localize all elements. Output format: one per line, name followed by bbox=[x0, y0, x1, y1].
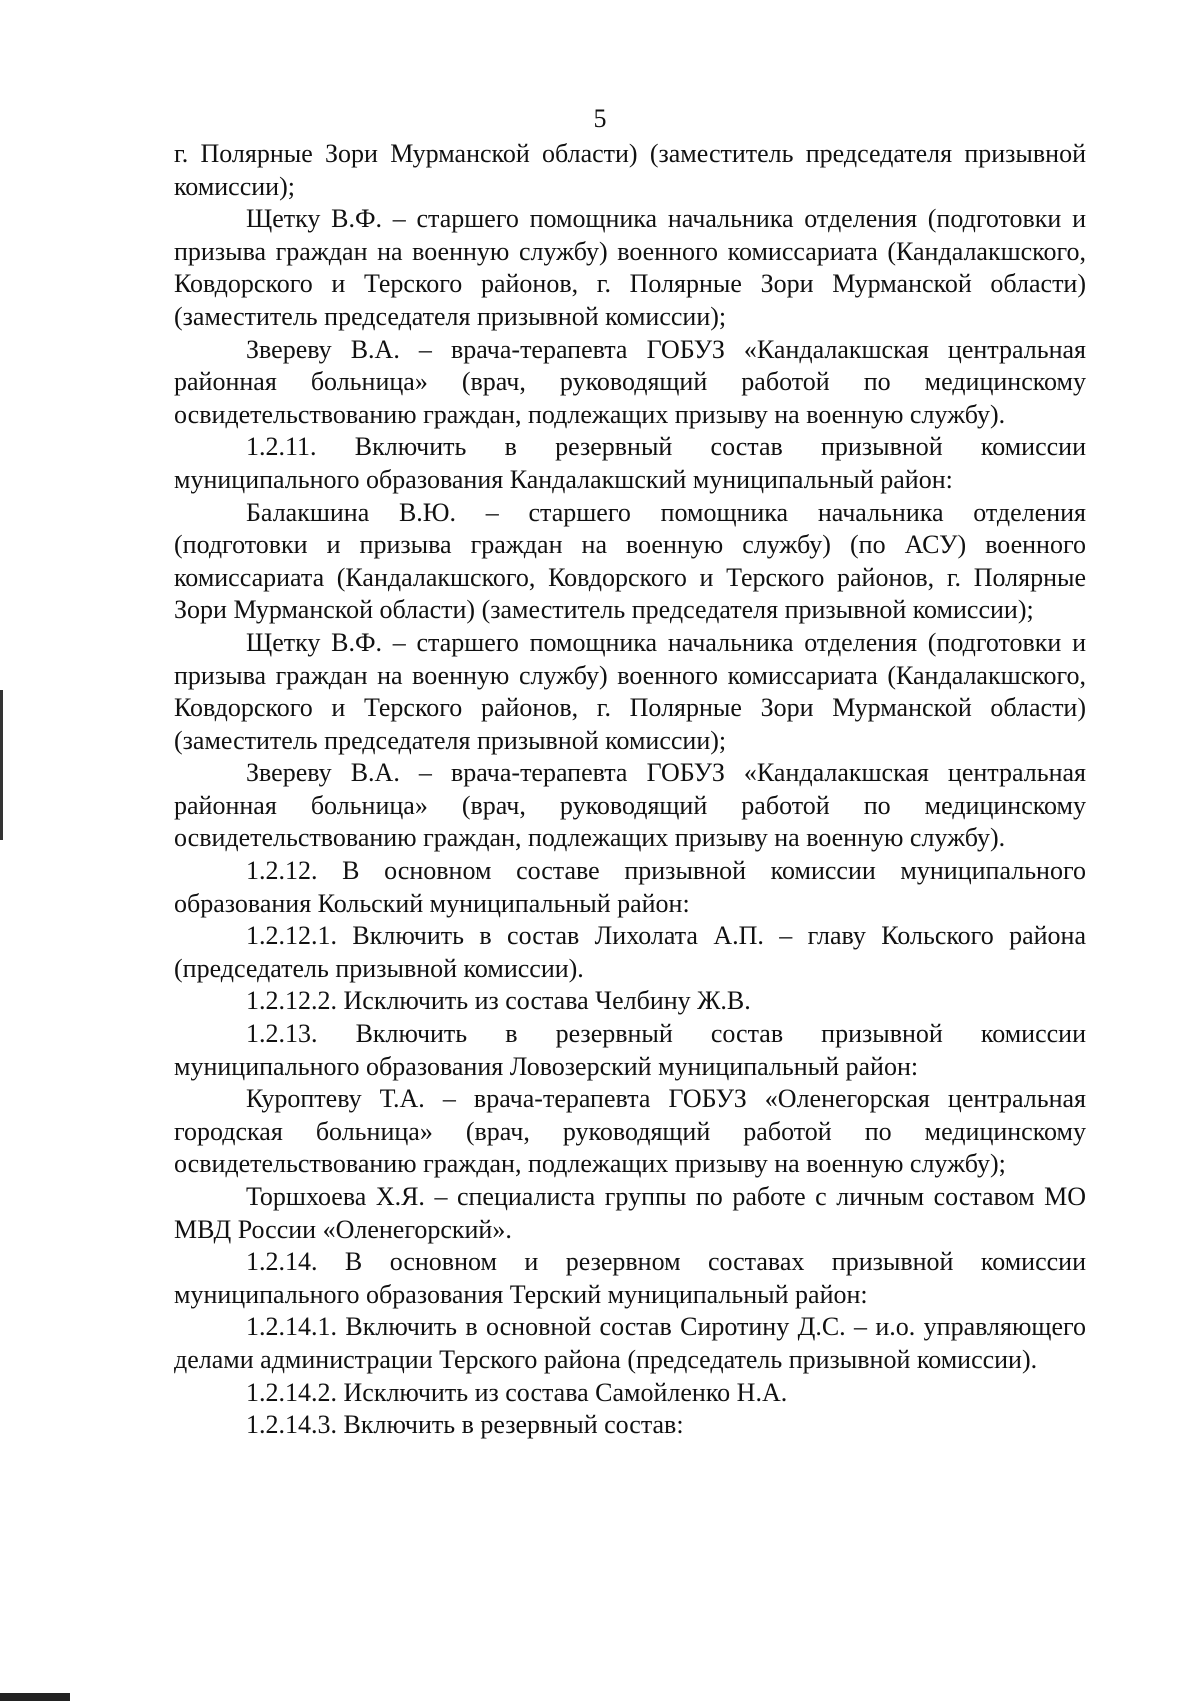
paragraph: 1.2.11. Включить в резервный состав призывной комиссии муниципального образования Кандалакшский муниципальный район: bbox=[174, 432, 1086, 494]
paragraph: 1.2.14.1. Включить в основной состав Сиротину Д.С. – и.о. управляющего делами администрации Терского района (председатель призывной комиссии). bbox=[174, 1312, 1086, 1374]
paragraph: Звереву В.А. – врача-терапевта ГОБУЗ «Кандалакшская центральная районная больница» (врач, руководящий работой по медицинскому освидетельствованию граждан, подлежащих призыву на военную службу). bbox=[174, 334, 1086, 429]
paragraph: 1.2.14.2. Исключить из состава Самойленко Н.А. bbox=[246, 1377, 788, 1407]
paragraph: г. Полярные Зори Мурманской области) (заместитель председателя призывной комиссии); bbox=[174, 139, 1086, 201]
paragraph: Щетку В.Ф. – старшего помощника начальника отделения (подготовки и призыва граждан на военную службу) военного комиссариата (Кандалакшского, Ковдорского и Терского районов, г. Полярные Зори Мурманской области) (заместитель председателя призывной комиссии); bbox=[174, 204, 1086, 331]
paragraph: 1.2.12.1. Включить в состав Лихолата А.П. – главу Кольского района (председатель призывной комиссии). bbox=[174, 921, 1086, 983]
paragraph: Куроптеву Т.А. – врача-терапевта ГОБУЗ «Оленегорская центральная городская больница» (врач, руководящий работой по медицинскому освидетельствованию граждан, подлежащих призыву на военную службу); bbox=[174, 1084, 1086, 1179]
paragraph: 1.2.14. В основном и резервном составах призывной комиссии муниципального образования Терский муниципальный район: bbox=[174, 1247, 1086, 1309]
paragraph: Щетку В.Ф. – старшего помощника начальника отделения (подготовки и призыва граждан на военную службу) военного комиссариата (Кандалакшского, Ковдорского и Терского районов, г. Полярные Зори Мурманской области) (заместитель председателя призывной комиссии); bbox=[174, 627, 1086, 755]
document-body bbox=[174, 138, 1086, 1442]
paragraph: 1.2.12. В основном составе призывной комиссии муниципального образования Кольский муниципальный район: bbox=[174, 856, 1086, 918]
paragraph: 1.2.12.2. Исключить из состава Челбину Ж.В. bbox=[246, 986, 751, 1016]
scan-corner-mark bbox=[0, 1693, 70, 1701]
page-number: 5 bbox=[593, 104, 607, 133]
paragraph: 1.2.14.3. Включить в резервный состав: bbox=[246, 1410, 684, 1440]
paragraph: Звереву В.А. – врача-терапевта ГОБУЗ «Кандалакшская центральная районная больница» (врач, руководящий работой по медицинскому освидетельствованию граждан, подлежащих призыву на военную службу). bbox=[174, 758, 1086, 853]
paragraph: Торшхоева Х.Я. – специалиста группы по работе с личным составом МО МВД России «Оленегорский». bbox=[174, 1182, 1086, 1244]
scan-edge-mark bbox=[0, 690, 3, 840]
paragraph: Балакшина В.Ю. – старшего помощника начальника отделения (подготовки и призыва граждан на военную службу) (по АСУ) военного комиссариата (Кандалакшского, Ковдорского и Терского районов, г. Полярные Зори Мурманской области) (заместитель председателя призывной комиссии); bbox=[174, 497, 1086, 625]
paragraph: 1.2.13. Включить в резервный состав призывной комиссии муниципального образования Ловозерский муниципальный район: bbox=[174, 1019, 1086, 1081]
